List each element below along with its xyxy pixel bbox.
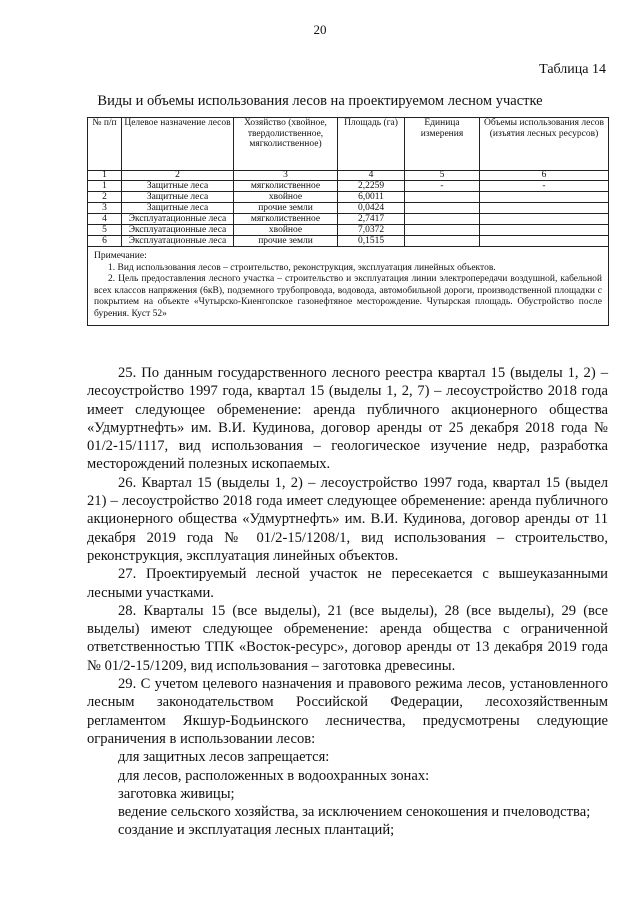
column-header: Площадь (га) (338, 118, 405, 171)
table-cell (480, 203, 609, 214)
table-cell: Эксплуатационные леса (122, 236, 234, 247)
table-cell: 4 (88, 214, 122, 225)
table-cell: 0,1515 (338, 236, 405, 247)
table-cell: прочие земли (234, 236, 338, 247)
table-row (88, 225, 609, 236)
table-cell (480, 214, 609, 225)
page-number: 20 (313, 22, 327, 37)
restriction-item: для лесов, расположенных в водоохранных зонах: (118, 767, 430, 784)
paragraph: 25. По данным государственного лесного реестра квартал 15 (выделы 1, 2) – лесоустройство 1997 года, квартал 15 (выделы 1, 2, 7) – лесоустройство 2018 года имеет следующее обременение: аренда публичного акционерного общества «Удмуртнефть» им. В.И. Кудинова, договор аренды от 25 декабря 2018 года № 01/2-15/1117, вид использования – геологическое изучение недр, разработка месторождений полезных ископаемых. (87, 365, 608, 473)
restriction-item: ведение сельского хозяйства, за исключением сенокошения и пчеловодства; (118, 804, 591, 821)
table-cell: 5 (88, 225, 122, 236)
column-number: 1 (88, 171, 122, 181)
table-cell: Защитные леса (122, 181, 234, 192)
table-cell: 1 (88, 181, 122, 192)
paragraph: 26. Квартал 15 (выделы 1, 2) – лесоустройство 1997 года, квартал 15 (выдел 21) – лесоустройство 2018 года имеет следующее обременение: аренда публичного акционерного общества «Удмуртнефть» им. В.И. Кудинова, договор аренды от 11 декабря 2019 года № 01/2-15/1208/1, вид использования – строительство, реконструкция, эксплуатация линейных объектов. (87, 474, 608, 564)
paragraph: 27. Проектируемый лесной участок не пересекается с вышеуказанными лесными участками. (87, 566, 608, 601)
table-cell: Защитные леса (122, 203, 234, 214)
table-cell: - (480, 181, 609, 192)
column-header: Единица измерения (405, 118, 480, 171)
note-item: 1. Вид использования лесов – строительство, реконструкция, эксплуатация линейных объектов. (108, 262, 496, 273)
table-cell (480, 192, 609, 203)
paragraph: 28. Кварталы 15 (все выделы), 21 (все выделы), 28 (все выделы), 29 (все выделы) имеют следующее обременение: аренда общества с ограниченной ответственностью ТПК «Восток-ресурс», договор аренды от 13 декабря 2019 года № 01/2-15/1209, вид использования – заготовка древесины. (87, 602, 608, 674)
table-note (88, 247, 609, 326)
table-cell: 2,7417 (338, 214, 405, 225)
table-row (88, 192, 609, 203)
table-cell (405, 192, 480, 203)
table-row (88, 236, 609, 247)
column-header: Целевое назначение лесов (122, 118, 234, 171)
table-cell (480, 225, 609, 236)
table-cell: 7,0372 (338, 225, 405, 236)
table-cell (405, 203, 480, 214)
table-cell: - (405, 181, 480, 192)
table-cell: хвойное (234, 192, 338, 203)
restriction-item: для защитных лесов запрещается: (118, 749, 330, 766)
table-cell: мягколиственное (234, 181, 338, 192)
table-label: Таблица 14 (539, 62, 606, 77)
table-title: Виды и объемы использования лесов на проектируемом лесном участке (97, 93, 543, 109)
table-note-row (88, 247, 609, 326)
forest-usage-table (87, 117, 609, 326)
column-header: Объемы использования лесов (изъятия лесных ресурсов) (480, 118, 609, 171)
table-row (88, 181, 609, 192)
table-cell: 6 (88, 236, 122, 247)
table-cell: 6,0011 (338, 192, 405, 203)
column-number: 5 (405, 171, 480, 181)
table-cell (405, 225, 480, 236)
table-cell: хвойное (234, 225, 338, 236)
column-number: 6 (480, 171, 609, 181)
column-header: № п/п (88, 118, 122, 171)
note-item: 2. Цель предоставления лесного участка – строительство и эксплуатация линии электропередачи воздушной, кабельной всех классов напряжения (6кВ), подземного трубопровода, водовода, автомобильной дороги, производственной площадки с покрытием на объекте «Чутырско-Киенгопское газонефтяное месторождение. Чутырская площадь. Обустройство после бурения. Куст 52» (94, 274, 602, 319)
restriction-item: заготовка живицы; (118, 785, 235, 802)
column-number: 3 (234, 171, 338, 181)
body-text (87, 364, 608, 840)
restriction-item: создание и эксплуатация лесных плантаций; (118, 822, 395, 839)
table-cell: Эксплуатационные леса (122, 225, 234, 236)
table-cell (405, 236, 480, 247)
table-cell: Эксплуатационные леса (122, 214, 234, 225)
table-cell: Защитные леса (122, 192, 234, 203)
column-number-row (88, 171, 609, 181)
table-cell: 2,2259 (338, 181, 405, 192)
note-title: Примечание: (94, 251, 147, 261)
table-cell: 2 (88, 192, 122, 203)
table-cell: 0,0424 (338, 203, 405, 214)
column-header: Хозяйство (хвойное, твердолиственное, мягколиственное) (234, 118, 338, 171)
paragraph: 29. С учетом целевого назначения и правового режима лесов, установленного лесным законодательством Российской Федерации, лесохозяйственным регламентом Якшур-Бодьинского лесничества, предусмотрены следующие ограничения в использовании лесов: (87, 676, 608, 747)
table-cell (480, 236, 609, 247)
table-header-row (88, 118, 609, 171)
table-row (88, 214, 609, 225)
table-cell (405, 214, 480, 225)
table-cell: прочие земли (234, 203, 338, 214)
table-row (88, 203, 609, 214)
table-cell: мягколиственное (234, 214, 338, 225)
column-number: 4 (338, 171, 405, 181)
table-cell: 3 (88, 203, 122, 214)
column-number: 2 (122, 171, 234, 181)
